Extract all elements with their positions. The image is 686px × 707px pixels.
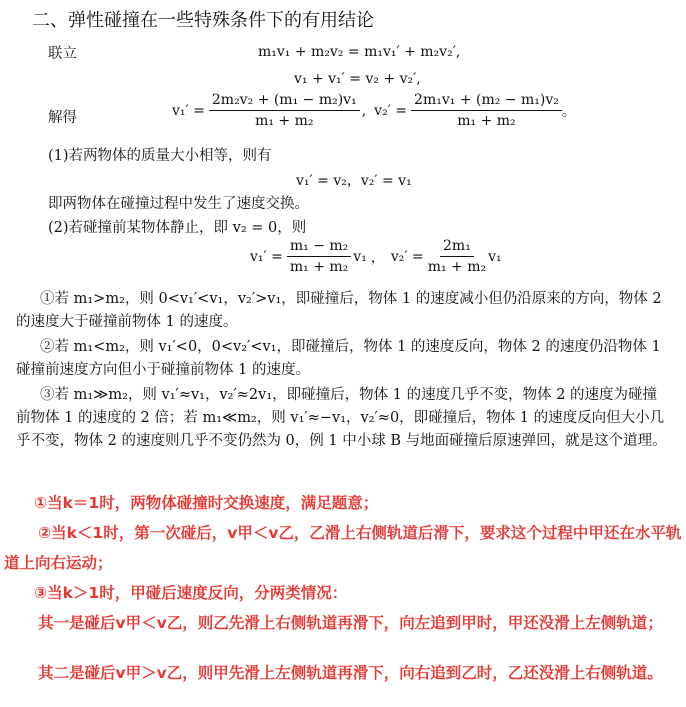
case2-v1-tail: v₁ xyxy=(353,248,367,265)
case1-text: (1)若两物体的质量大小相等，则有 xyxy=(48,148,272,164)
separator: , xyxy=(361,102,367,119)
v2-prime-lhs: v₂′ = xyxy=(374,102,408,119)
case2-text: (2)若碰撞前某物体静止，即 v₂ = 0，则 xyxy=(48,220,307,236)
v1-prime-denominator: m₁ + m₂ xyxy=(255,113,314,129)
case2-v1-prime-numerator: m₁ − m₂ xyxy=(287,238,351,257)
v1-prime-lhs: v₁′ = xyxy=(172,102,205,119)
v2-prime-numerator: 2m₁v₁ + (m₂ − m₁)v₂ xyxy=(411,92,562,111)
note-4: 其一是碰后v甲＜v乙，则乙先滑上右侧轨道再滑下，向左追到甲时，甲还没滑上左侧轨道； xyxy=(38,614,663,632)
case2-equations xyxy=(250,238,506,275)
case2-v1-prime-lhs: v₁′ = xyxy=(250,248,283,265)
lianli-label: 联立 xyxy=(48,46,77,62)
case2-separator: ， xyxy=(370,249,385,266)
case2-v1-prime-fraction xyxy=(287,238,351,275)
v1-prime-numerator: 2m₂v₂ + (m₁ − m₂)v₁ xyxy=(209,92,360,111)
velocity-equation: v₁ + v₁′ = v₂ + v₂′, xyxy=(294,71,421,87)
v1-prime-fraction xyxy=(209,92,360,129)
momentum-equation: m₁v₁ + m₂v₂ = m₁v₁′ + m₂v₂′, xyxy=(258,44,461,60)
case2-v2-prime-denominator: m₁ + m₂ xyxy=(427,259,487,275)
note-5: 其二是碰后v甲＞v乙，则甲先滑上左侧轨道再滑下，向右追到乙时，乙还没滑上右侧轨道。 xyxy=(38,664,663,682)
section-heading: 二、弹性碰撞在一些特殊条件下的有用结论 xyxy=(32,10,374,31)
v2-prime-fraction xyxy=(411,92,562,129)
item-3: ③若 m₁≫m₂，则 v₁′≈v₁，v₂′≈2v₁，即碰撞后，物体 1 的速度几乎不变，物体 2 的速度为碰撞前物体 1 的速度的 2 倍；若 m₁≪m₂，则 v₁′≈−v₁，v₂′≈0，即碰撞后，物体 1 的速度反向但大小几乎不变，物体 2 的速度则几乎不变仍然为 0，例 1 中小球 B 与地面碰撞后原速弹回，就是这个道理。 xyxy=(16,387,667,449)
case2-v2-tail: v₁ xyxy=(488,248,502,265)
v2-prime-denominator: m₁ + m₂ xyxy=(457,113,516,129)
case2-v2-prime-numerator: 2m₁ xyxy=(440,238,474,257)
case2-v1-prime-denominator: m₁ + m₂ xyxy=(289,259,349,275)
case2-v2-prime-fraction xyxy=(428,238,486,275)
case1-equation: v₁′ = v₂，v₂′ = v₁ xyxy=(296,173,412,189)
solution-equations xyxy=(172,92,580,129)
note-3: ③当k＞1时，甲碰后速度反向，分两类情况： xyxy=(34,584,348,602)
item-1: ①若 m₁>m₂，则 0<v₁′<v₁，v₂′>v₁，即碰撞后，物体 1 的速度减小但仍沿原来的方向，物体 2 的速度大于碰撞前物体 1 的速度。 xyxy=(16,291,662,330)
case2-v2-prime-lhs: v₂′ = xyxy=(390,248,424,265)
note-2: ②当k＜1时，第一次碰后，v甲＜v乙，乙滑上右侧轨道后滑下，要求这个过程中甲还在水平轨道上向右运动； xyxy=(4,524,682,572)
jiede-label: 解得 xyxy=(48,110,77,126)
item-2: ②若 m₁<m₂，则 v₁′<0，0<v₂′<v₁，即碰撞后，物体 1 的速度反向，物体 2 的速度仍沿物体 1 碰撞前速度方向但小于碰撞前物体 1 的速度。 xyxy=(16,339,661,378)
note-1: ①当k＝1时，两物体碰撞时交换速度，满足题意； xyxy=(34,494,379,512)
period: 。 xyxy=(561,103,576,120)
case1-conclusion: 即两物体在碰撞过程中发生了速度交换。 xyxy=(48,196,309,212)
